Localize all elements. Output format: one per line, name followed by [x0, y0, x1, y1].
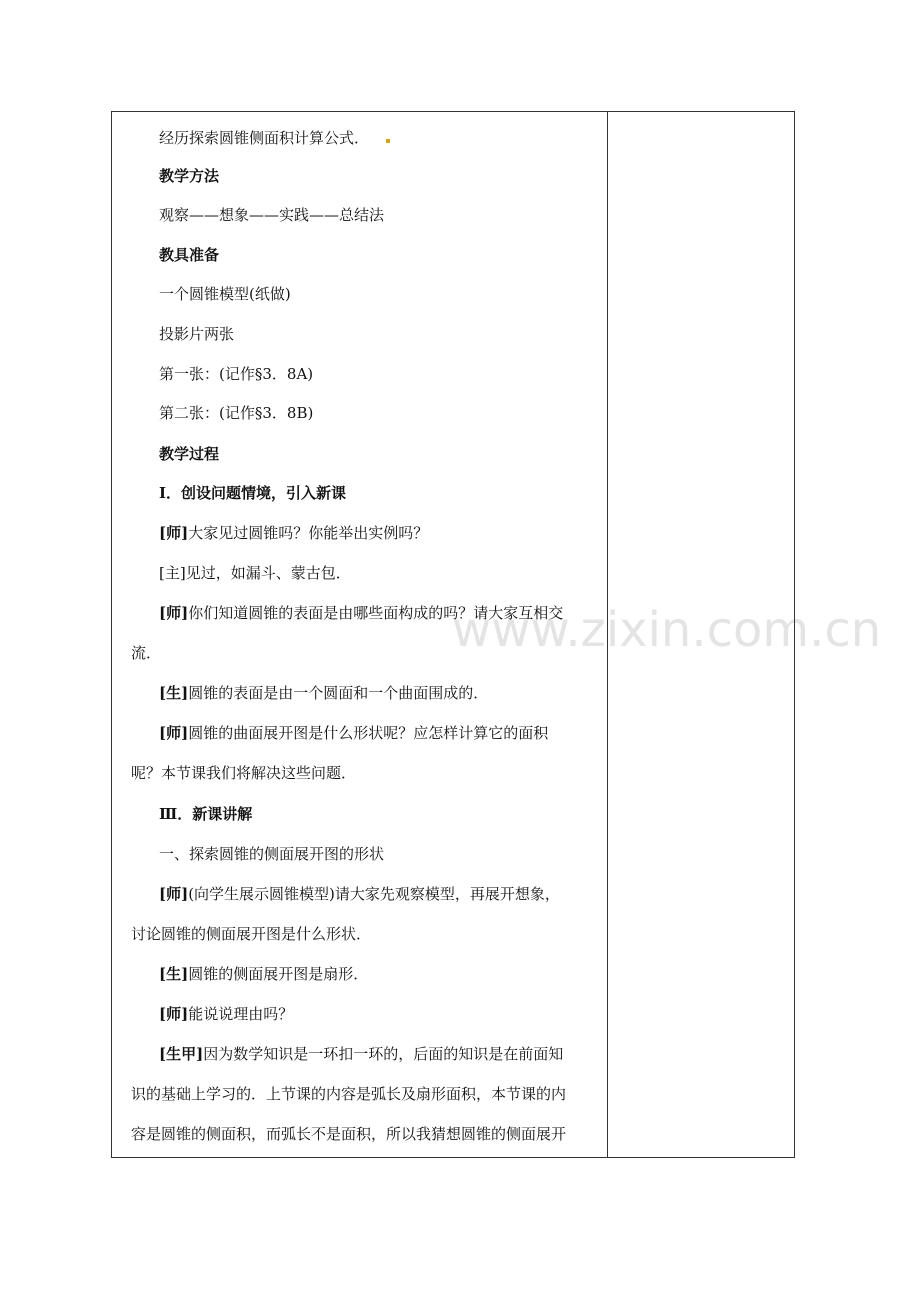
paragraph-slide-1: 第一张：(记作§3．8A) — [159, 365, 314, 383]
dialogue-teacher-5: [师]能说说理由吗？ — [159, 1005, 294, 1023]
heading-section-3: Ⅲ．新课讲解 — [159, 805, 253, 823]
dialogue-student-4: [生甲]因为数学知识是一环扣一环的，后面的知识是在前面知 — [159, 1045, 564, 1063]
heading-teaching-method: 教学方法 — [159, 167, 220, 185]
heading-teaching-process: 教学过程 — [159, 445, 220, 463]
paragraph-tool-1: 一个圆锥模型(纸做) — [159, 285, 291, 303]
dialogue-teacher-3-cont: 呢？本节课我们将解决这些问题． — [131, 764, 357, 782]
dialogue-teacher-1: [师]大家见过圆锥吗？你能举出实例吗？ — [159, 524, 429, 542]
dialogue-teacher-3: [师]圆锥的曲面展开图是什么形状呢？应怎样计算它的面积 — [159, 724, 549, 742]
heading-teaching-tools: 教具准备 — [159, 246, 220, 264]
dialogue-student-4-cont-2: 容是圆锥的侧面积，而弧长不是面积，所以我猜想圆锥的侧面展开 — [131, 1125, 567, 1143]
paragraph-objective: 经历探索圆锥侧面积计算公式． — [159, 129, 370, 147]
paragraph-slide-2: 第二张：(记作§3．8B) — [159, 404, 314, 422]
subheading-explore-shape: 一、探索圆锥的侧面展开图的形状 — [159, 845, 385, 863]
paragraph-tool-2: 投影片两张 — [159, 325, 235, 343]
dialogue-teacher-2-cont: 流． — [131, 644, 162, 662]
lesson-table — [111, 111, 795, 1158]
dialogue-teacher-4-cont: 讨论圆锥的侧面展开图是什么形状． — [131, 925, 372, 943]
heading-section-1: Ⅰ．创设问题情境，引入新课 — [159, 484, 347, 502]
watermark: www.zixin.com.cn — [452, 602, 882, 658]
column-divider — [607, 112, 608, 1157]
dialogue-teacher-2: [师]你们知道圆锥的表面是由哪些面构成的吗？请大家互相交 — [159, 604, 564, 622]
dialogue-student-1: [主]见过，如漏斗、蒙古包． — [159, 564, 351, 582]
dialogue-student-3: [生]圆锥的侧面展开图是扇形． — [159, 965, 369, 983]
dialogue-student-4-cont-1: 识的基础上学习的．上节课的内容是弧长及扇形面积，本节课的内 — [131, 1085, 567, 1103]
dialogue-teacher-4: [师](向学生展示圆锥模型)请大家先观察模型，再展开想象， — [159, 885, 560, 903]
dialogue-student-2: [生]圆锥的表面是由一个圆面和一个曲面围成的． — [159, 684, 489, 702]
paragraph-method: 观察——想象——实践——总结法 — [159, 206, 385, 224]
marker-dot — [386, 139, 390, 143]
